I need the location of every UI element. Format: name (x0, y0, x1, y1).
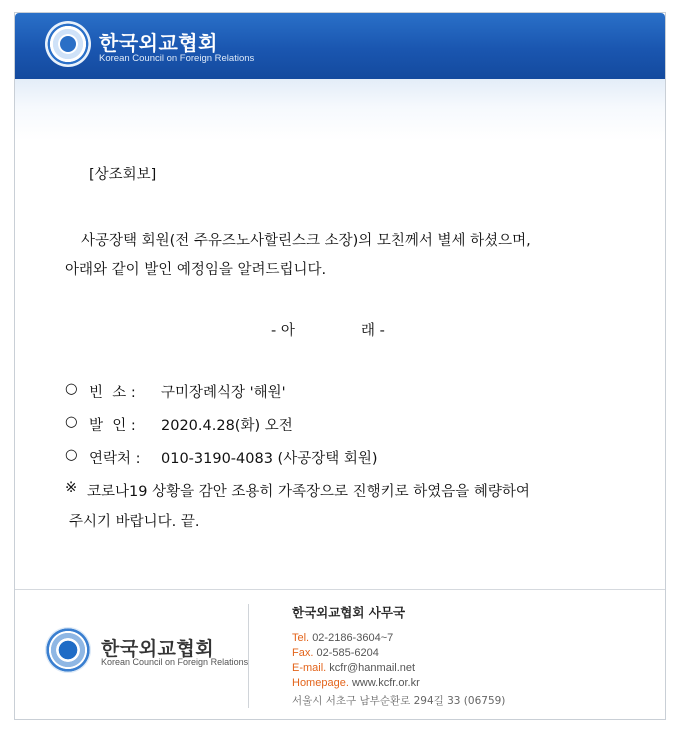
note-line-1: 코로나19 상황을 감안 조용히 가족장으로 진행키로 하였음을 혜량하여 (87, 484, 530, 500)
header-org-name-en: Korean Council on Foreign Relations (99, 53, 255, 64)
footer-fax (292, 647, 379, 659)
notice-heading: [상조회보] (89, 167, 157, 183)
header-org-name-ko: 한국외교협회 (99, 31, 218, 55)
item-value-contact: 010-3190-4083 (사공장택 회원) (161, 451, 378, 467)
homepage-link[interactable]: www.kcfr.or.kr (351, 677, 420, 689)
item-marker: ○ (65, 381, 78, 397)
item-marker: ○ (65, 414, 78, 430)
footer (15, 590, 665, 719)
item-label-departure: 발 인 : (89, 418, 136, 434)
footer-org-name-ko: 한국외교협회 (101, 638, 215, 660)
tel-label: Tel. (292, 632, 310, 644)
kcfr-emblem-icon (45, 21, 91, 67)
email-label: E-mail. (292, 662, 327, 674)
footer-address: 서울시 서초구 남부순환로 294길 33 (06759) (292, 695, 506, 707)
notice-line-2: 아래와 같이 발인 예정임을 알려드립니다. (65, 262, 327, 278)
item-marker: ○ (65, 447, 78, 463)
footer-homepage (292, 677, 420, 689)
header-fade (15, 79, 665, 141)
section-title-left: - 아 (271, 323, 295, 339)
notice-line-1: 사공장택 회원(전 주유즈노사할린스크 소장)의 모친께서 별세 하셨으며, (81, 233, 531, 249)
item-value-departure: 2020.4.28(화) 오전 (161, 418, 293, 434)
item-value-venue: 구미장례식장 '해원' (161, 385, 286, 401)
footer-org-name-en: Korean Council on Foreign Relations (101, 657, 249, 667)
homepage-label: Homepage. (292, 677, 349, 689)
note-line-2: 주시기 바랍니다. 끝. (69, 514, 200, 530)
email-link[interactable]: kcfr@hanmail.net (329, 662, 416, 674)
fax-value: 02-585-6204 (316, 647, 379, 659)
footer-tel (292, 632, 393, 644)
item-label-venue: 빈 소 : (89, 385, 136, 401)
newsletter-card (14, 12, 666, 720)
item-label-contact: 연락처 : (89, 451, 141, 467)
footer-divider (248, 604, 249, 708)
tel-value: 02-2186-3604~7 (312, 632, 394, 644)
footer-emblem-icon (45, 627, 91, 673)
note-marker: ※ (65, 480, 78, 496)
footer-office-name: 한국외교협회 사무국 (292, 605, 406, 620)
footer-email (292, 662, 415, 674)
fax-label: Fax. (292, 647, 314, 659)
section-title-right: 래 - (361, 323, 385, 339)
header-banner (15, 13, 665, 79)
